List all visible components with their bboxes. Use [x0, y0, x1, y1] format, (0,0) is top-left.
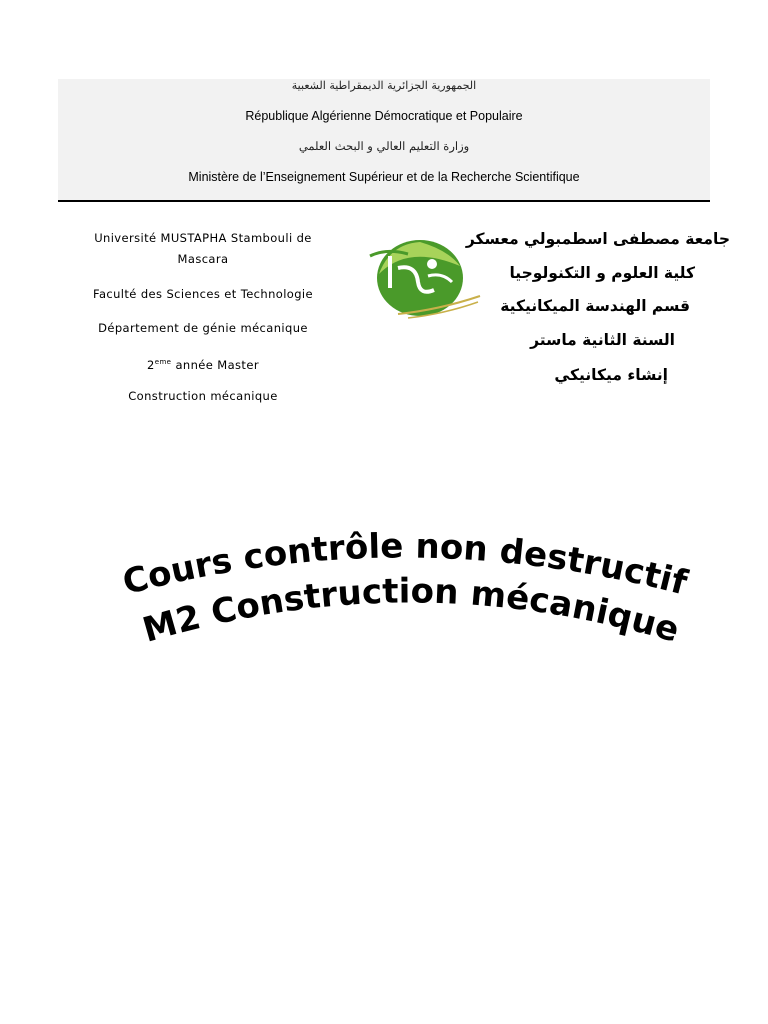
year-superscript: eme — [154, 358, 172, 366]
arabic-specialty: إنشاء ميكانيكي — [554, 366, 668, 384]
course-title-line2: M2 Construction mécanique — [138, 571, 684, 651]
arabic-ministry-title: وزارة التعليم العالي و البحث العلمي — [298, 139, 470, 153]
header-banner — [58, 79, 710, 200]
ministry-title: Ministère de l’Enseignement Supérieur et de la Recherche Scientifique — [188, 170, 580, 184]
arabic-department-name: قسم الهندسة الميكانيكية — [500, 297, 690, 315]
course-title — [0, 470, 768, 710]
university-name: Université MUSTAPHA Stambouli de Mascara — [94, 231, 312, 266]
arabic-study-year: السنة الثانية ماستر — [530, 331, 675, 349]
faculty-name: Faculté des Sciences et Technologie — [92, 287, 314, 301]
university-logo — [368, 238, 484, 322]
specialty-name: Construction mécanique — [128, 389, 278, 403]
year-number: 2 — [147, 357, 155, 372]
arabic-university-name: جامعة مصطفى اسطمبولي معسكر — [465, 230, 730, 248]
republic-title: République Algérienne Démocratique et Populaire — [245, 109, 523, 123]
department-name: Département de génie mécanique — [98, 321, 308, 335]
course-title-line1: Cours contrôle non destructif — [118, 526, 692, 604]
study-year — [80, 352, 326, 376]
arabic-faculty-name: كلية العلوم و التكنولوجيا — [509, 264, 695, 282]
arabic-republic-title: الجمهورية الجزائرية الديمقراطية الشعبية — [291, 79, 477, 92]
header-divider — [58, 200, 710, 202]
year-text: année Master — [171, 357, 259, 372]
